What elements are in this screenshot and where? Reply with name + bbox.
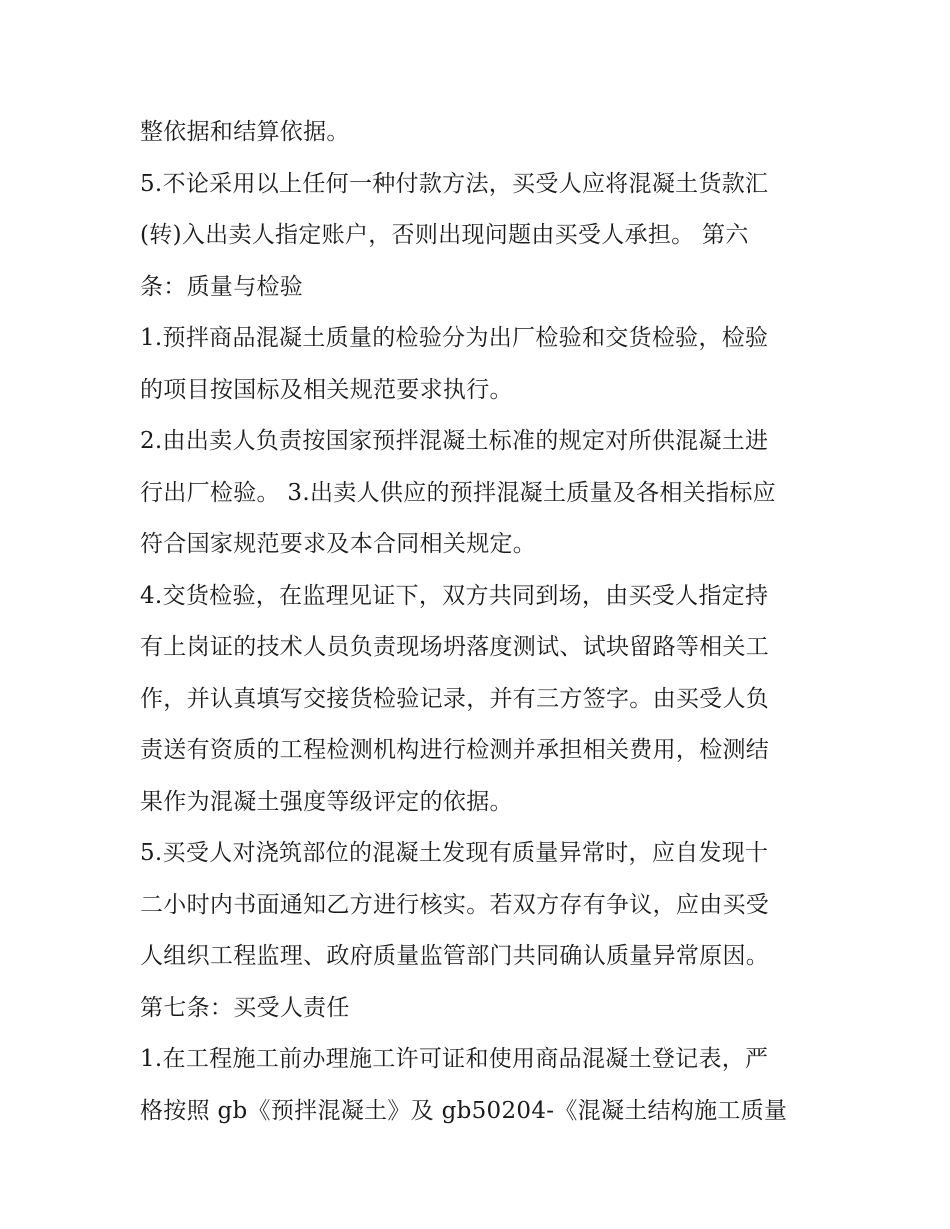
text-line: 有上岗证的技术人员负责现场坍落度测试、试块留路等相关工 — [140, 634, 770, 660]
text-line: 1.在工程施工前办理施工许可证和使用商品混凝土登记表，严 — [140, 1046, 769, 1072]
text-line: 人组织工程监理、政府质量监管部门共同确认质量异常原因。 — [140, 943, 770, 969]
text-line: 责送有资质的工程检测机构进行检测并承担相关费用，检测结 — [140, 737, 770, 763]
section-heading-line: 条：质量与检验 — [140, 273, 304, 300]
section-heading-line: 第七条：买受人责任 — [140, 994, 350, 1021]
text-line: 整依据和结算依据。 — [140, 119, 350, 145]
text-line: (转)入出卖人指定账户，否则出现问题由买受人承担。 第六 — [140, 222, 749, 248]
text-line: 作，并认真填写交接货检验记录，并有三方签字。由买受人负 — [140, 685, 770, 712]
text-line: 2.由出卖人负责按国家预拌混凝土标准的规定对所供混凝土进 — [140, 428, 769, 454]
text-line: 的项目按国标及相关规范要求执行。 — [140, 376, 513, 403]
document-body-text — [140, 107, 820, 1137]
text-line: 果作为混凝土强度等级评定的依据。 — [140, 788, 513, 815]
text-line: 5.买受人对浇筑部位的混凝土发现有质量异常时，应自发现十 — [140, 840, 769, 866]
text-line: 二小时内书面通知乙方进行核实。若双方存有争议，应由买受 — [140, 891, 770, 918]
text-line: 符合国家规范要求及本合同相关规定。 — [140, 531, 537, 557]
text-line: 4.交货检验，在监理见证下，双方共同到场，由买受人指定持 — [140, 582, 769, 609]
text-line: 5.不论采用以上任何一种付款方法，买受人应将混凝土货款汇 — [140, 170, 769, 197]
text-line: 行出厂检验。 3.出卖人供应的预拌混凝土质量及各相关指标应 — [140, 479, 776, 506]
text-line: 1.预拌商品混凝土质量的检验分为出厂检验和交货检验，检验 — [140, 325, 769, 351]
text-line: 格按照 gb《预拌混凝土》及 gb50204-《混凝土结构施工质量 — [140, 1097, 788, 1124]
